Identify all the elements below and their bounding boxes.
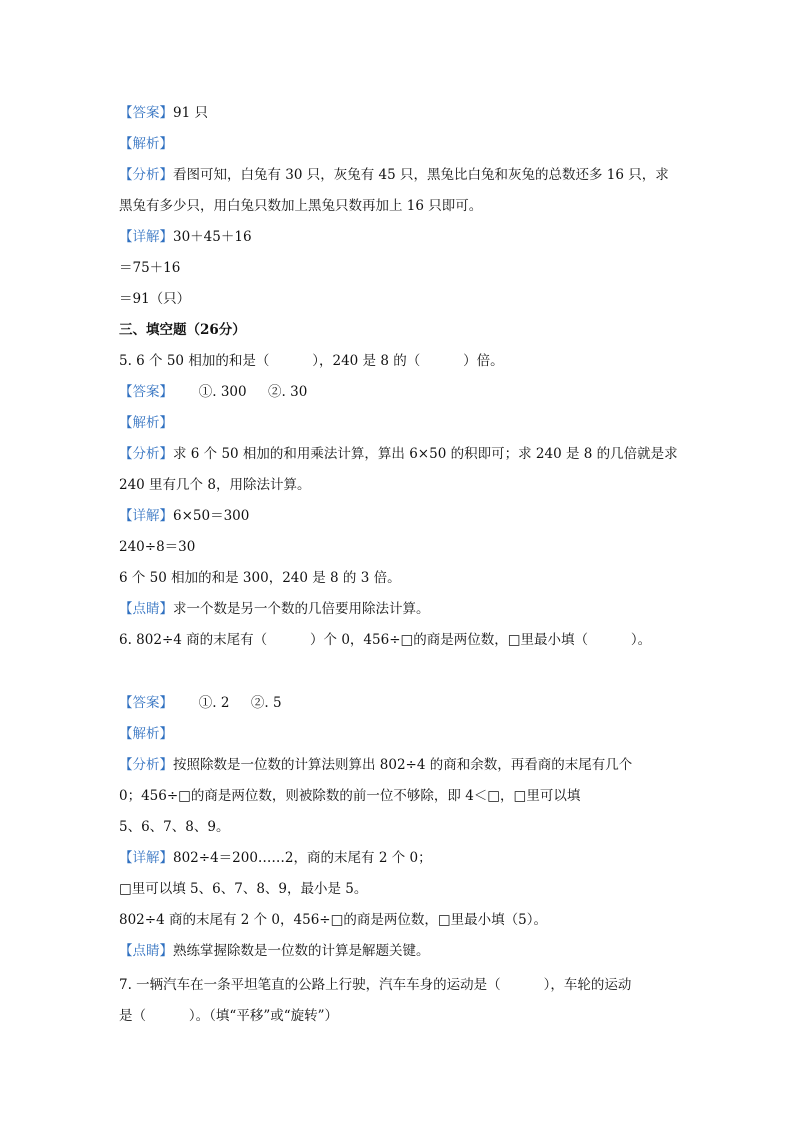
line-text: 按照除数是一位数的计算法则算出 802÷4 的商和余数，再看商的末尾有几个	[173, 757, 633, 773]
analysis-heading	[119, 724, 173, 744]
tag-fenxi: 【分析】	[119, 167, 173, 183]
text-line	[119, 196, 482, 216]
section-heading	[119, 320, 246, 340]
tag-analysis: 【解析】	[119, 415, 173, 431]
tag-comment: 【点睛】	[119, 601, 173, 617]
text-line	[119, 568, 401, 588]
line-text: 240 里有几个 8，用除法计算。	[119, 477, 311, 493]
question-text: 6. 802÷4 商的末尾有（ ）个 0，456÷□的商是两位数，□里最小填（ ）。	[119, 632, 652, 648]
tag-detail: 【详解】	[119, 850, 173, 866]
tag-analysis: 【解析】	[119, 136, 173, 152]
tag-answer: 【答案】	[119, 105, 173, 121]
line-text: 802÷4 商的末尾有 2 个 0，456÷□的商是两位数，□里最小填（5）。	[119, 912, 547, 928]
analysis-heading	[119, 413, 173, 433]
tag-answer: 【答案】	[119, 695, 173, 711]
tag-fenxi: 【分析】	[119, 757, 173, 773]
section-title: 三、填空题（26分）	[119, 322, 246, 338]
line-text: 802÷4＝200……2，商的末尾有 2 个 0；	[173, 850, 432, 866]
line-text: 求 6 个 50 相加的和用乘法计算，算出 6×50 的积即可；求 240 是 8 的几倍就是求	[173, 446, 678, 462]
text-line	[119, 258, 180, 278]
tag-analysis: 【解析】	[119, 726, 173, 742]
line-text: 5、6、7、8、9。	[119, 819, 230, 835]
line-text: ＝75＋16	[119, 260, 181, 276]
detail-line	[119, 227, 252, 247]
line-text: 30＋45＋16	[173, 229, 252, 245]
text-line	[119, 910, 547, 930]
line-text: 240÷8＝30	[119, 539, 196, 555]
comment-line	[119, 941, 430, 961]
text-line	[119, 879, 367, 899]
tag-answer: 【答案】	[119, 384, 173, 400]
line-text: ①. 2 ②. 5	[173, 695, 282, 711]
line-text: 6 个 50 相加的和是 300，240 是 8 的 3 倍。	[119, 570, 401, 586]
line-text: 熟练掌握除数是一位数的计算是解题关键。	[173, 943, 430, 959]
line-text: ＝91（只）	[119, 291, 191, 307]
line-text: 91 只	[173, 105, 208, 121]
line-text: ①. 300 ②. 30	[173, 384, 308, 400]
analysis-line	[119, 165, 669, 185]
question-5	[119, 351, 504, 371]
line-text: □里可以填 5、6、7、8、9，最小是 5。	[119, 881, 368, 897]
tag-detail: 【详解】	[119, 229, 173, 245]
analysis-line	[119, 755, 632, 775]
detail-line	[119, 506, 249, 526]
text-line	[119, 1006, 338, 1026]
answer-line	[119, 103, 208, 123]
answer-line	[119, 382, 307, 402]
tag-fenxi: 【分析】	[119, 446, 173, 462]
text-line	[119, 537, 195, 557]
detail-line	[119, 848, 432, 868]
comment-line	[119, 599, 430, 619]
line-text: 0；456÷□的商是两位数，则被除数的前一位不够除，即 4＜□，□里可以填	[119, 788, 581, 804]
answer-line	[119, 693, 282, 713]
analysis-heading	[119, 134, 173, 154]
question-text: 7. 一辆汽车在一条平坦笔直的公路上行驶，汽车车身的运动是（ ），车轮的运动	[119, 977, 632, 993]
line-text: 看图可知，白兔有 30 只，灰兔有 45 只，黑兔比白兔和灰兔的总数还多 16 只，求	[173, 167, 669, 183]
tag-detail: 【详解】	[119, 508, 173, 524]
question-7	[119, 975, 631, 995]
text-line	[119, 817, 229, 837]
tag-comment: 【点睛】	[119, 943, 173, 959]
question-6	[119, 630, 651, 650]
line-text: 黑兔有多少只，用白兔只数加上黑兔只数再加上 16 只即可。	[119, 198, 483, 214]
line-text: 是（ ）。（填“平移”或“旋转”）	[119, 1008, 339, 1024]
text-line	[119, 475, 310, 495]
text-line	[119, 289, 190, 309]
question-text: 5. 6 个 50 相加的和是（ ），240 是 8 的（ ）倍。	[119, 353, 504, 369]
line-text: 6×50＝300	[173, 508, 250, 524]
analysis-line	[119, 444, 678, 464]
line-text: 求一个数是另一个数的几倍要用除法计算。	[173, 601, 430, 617]
text-line	[119, 786, 580, 806]
